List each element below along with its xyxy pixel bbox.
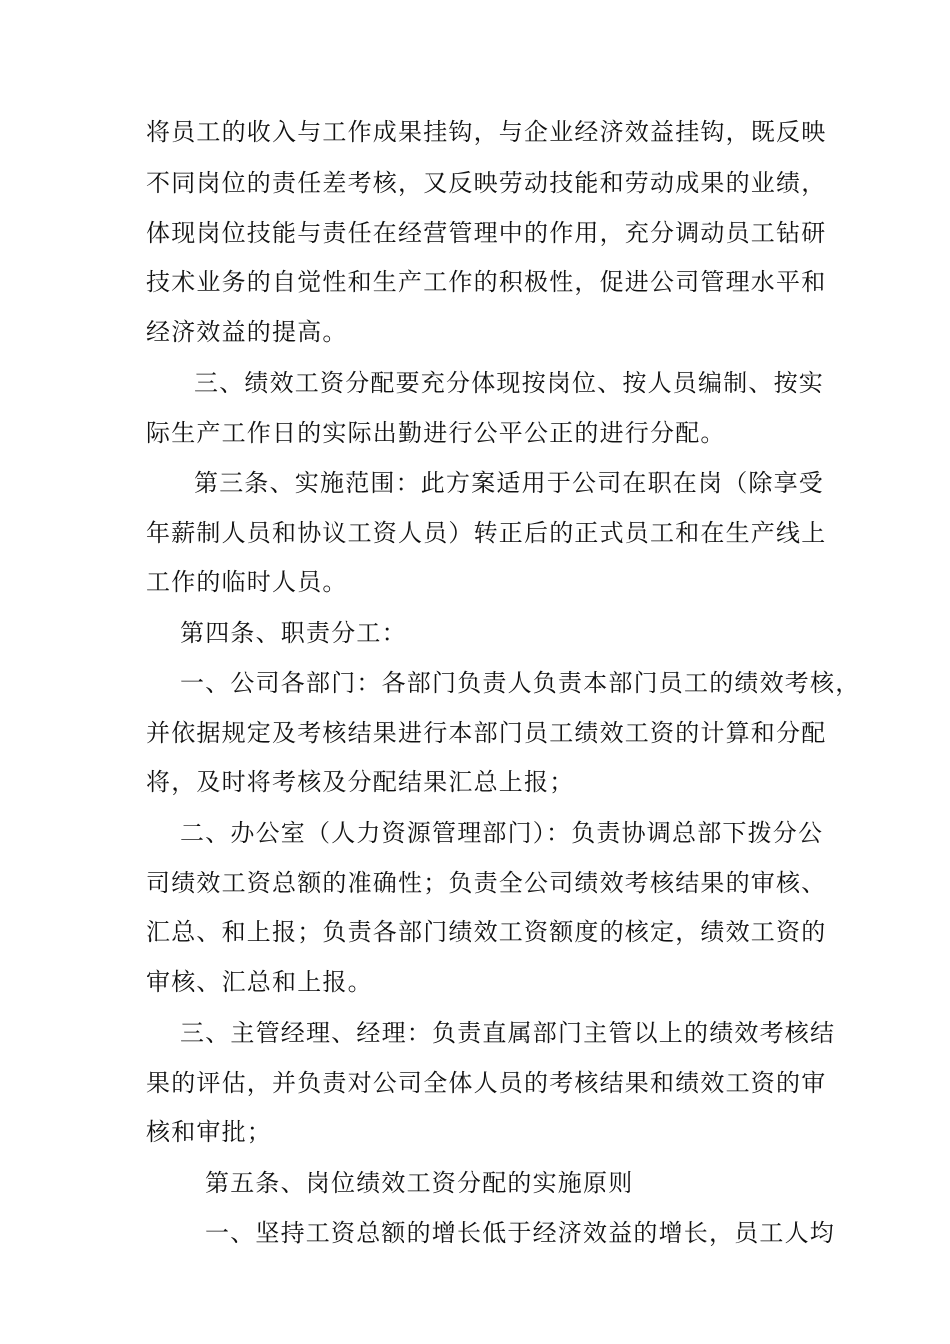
paragraph-line: 三、主管经理、经理：负责直属部门主管以上的绩效考核结	[180, 1019, 836, 1047]
article-heading: 第四条、职责分工：	[180, 619, 407, 647]
text-line: 审核、汇总和上报。	[146, 968, 373, 996]
text-line: 体现岗位技能与责任在经营管理中的作用，充分调动员工钻研	[146, 219, 827, 247]
text-line: 不同岗位的责任差考核，又反映劳动技能和劳动成果的业绩，	[146, 169, 827, 197]
article-line: 第三条、实施范围：此方案适用于公司在职在岗（除享受	[194, 469, 824, 497]
text-line: 核和审批；	[146, 1118, 272, 1146]
text-line: 将，及时将考核及分配结果汇总上报；	[146, 768, 575, 796]
text-line: 果的评估，并负责对公司全体人员的考核结果和绩效工资的审	[146, 1069, 827, 1097]
text-line: 际生产工作日的实际出勤进行公平公正的进行分配。	[146, 419, 726, 447]
text-line: 将员工的收入与工作成果挂钩，与企业经济效益挂钩，既反映	[146, 118, 827, 146]
paragraph-line: 一、坚持工资总额的增长低于经济效益的增长，员工人均	[205, 1219, 835, 1247]
paragraph-line: 二、办公室（人力资源管理部门）：负责协调总部下拨分公	[180, 819, 824, 847]
text-line: 司绩效工资总额的准确性；负责全公司绩效考核结果的审核、	[146, 869, 827, 897]
text-line: 技术业务的自觉性和生产工作的积极性，促进公司管理水平和	[146, 268, 827, 296]
text-line: 工作的临时人员。	[146, 568, 348, 596]
text-line: 经济效益的提高。	[146, 318, 348, 346]
paragraph-line: 一、公司各部门：各部门负责人负责本部门员工的绩效考核，	[180, 669, 861, 697]
article-heading: 第五条、岗位绩效工资分配的实施原则	[205, 1169, 634, 1197]
paragraph-heading-line: 三、绩效工资分配要充分体现按岗位、按人员编制、按实	[194, 369, 824, 397]
text-line: 年薪制人员和协议工资人员）转正后的正式员工和在生产线上	[146, 519, 827, 547]
text-line: 并依据规定及考核结果进行本部门员工绩效工资的计算和分配	[146, 719, 827, 747]
text-line: 汇总、和上报；负责各部门绩效工资额度的核定，绩效工资的	[146, 918, 827, 946]
